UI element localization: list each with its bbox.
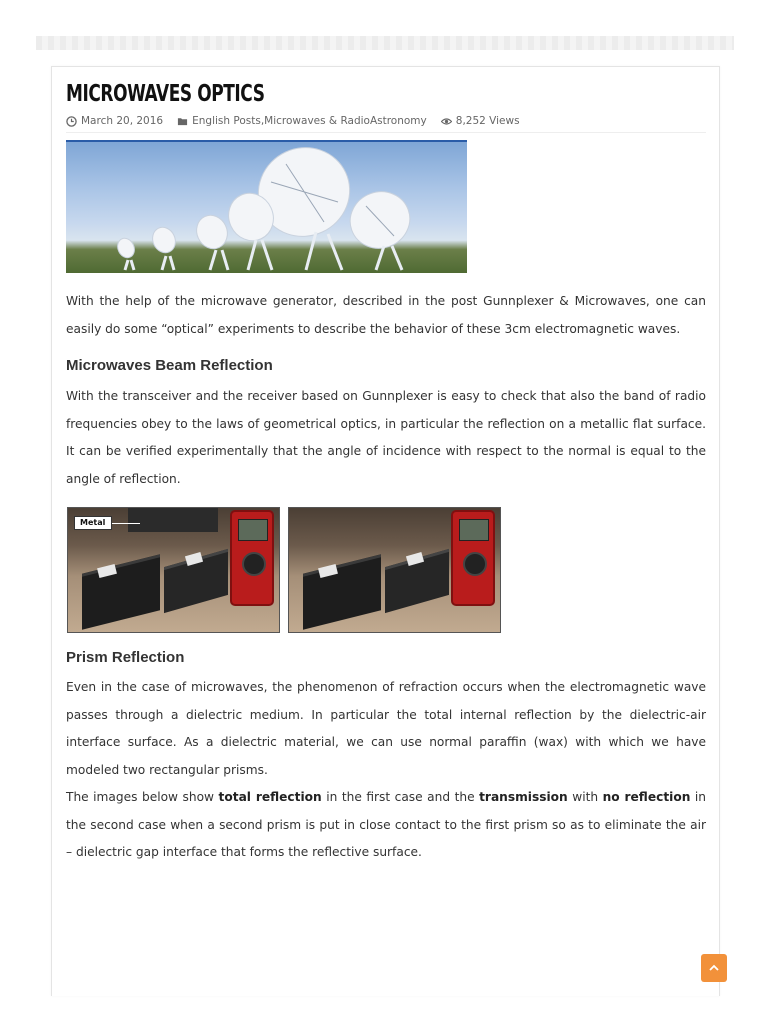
bold-no-reflection: no reflection: [602, 790, 691, 804]
post-views: [441, 115, 520, 127]
post-meta: [66, 115, 706, 133]
chevron-up-icon: [708, 963, 720, 973]
views-text: 8,252 Views: [455, 115, 520, 127]
section-heading-prism-reflection: Prism Reflection: [66, 649, 185, 666]
date-text: March 20, 2016: [81, 115, 164, 127]
scroll-to-top-button[interactable]: [701, 954, 727, 982]
bold-transmission: transmission: [479, 790, 568, 804]
folder-icon: [177, 116, 188, 127]
category-separator: ,: [260, 115, 265, 127]
gunnplexer-box-transmitter: [82, 554, 160, 629]
post-categories: [177, 115, 427, 127]
text-span: The images below show: [66, 790, 219, 804]
category-link-english-posts[interactable]: English Posts: [192, 115, 261, 127]
post-date: [66, 115, 163, 127]
text-span: in the first case and the: [321, 790, 480, 804]
top-banner-strip: [36, 36, 734, 50]
metal-plate: [128, 508, 218, 532]
radio-telescope-array-illustration: [66, 142, 467, 273]
hero-image-radio-telescopes: [66, 140, 467, 273]
multimeter: [230, 510, 274, 606]
prism-reflection-paragraph: Even in the case of microwaves, the phenomenon of refraction occurs when the electromagnetic wave passes through a dielectric medium. In particular the total internal reflection by the dielectric-air interface surface. As a dielectric material, we can use normal paraffin (wax) with which we have modeled two rectangular prisms.: [66, 680, 706, 777]
section-heading-beam-reflection: Microwaves Beam Reflection: [66, 357, 273, 374]
category-link-microwaves[interactable]: Microwaves & RadioAstronomy: [264, 115, 427, 127]
page-title: MICROWAVES OPTICS: [66, 81, 265, 107]
prism-images-paragraph: [66, 784, 706, 867]
text-span: in the second case when a second prism is put in close contact to the first prism so as to eliminate the air – dielectric gap interface that forms the reflective surface.: [66, 790, 706, 859]
text-span: with: [567, 790, 603, 804]
eye-icon: [441, 116, 452, 127]
multimeter: [451, 510, 495, 606]
clock-icon: [66, 116, 77, 127]
intro-paragraph: With the help of the microwave generator, described in the post Gunnplexer & Microwaves, one can easily do some “optical” experiments to describe the behavior of these 3cm electromagnetic waves.: [66, 294, 706, 336]
label-pointer-line: [112, 523, 140, 524]
photo-no-metal: [288, 507, 501, 633]
beam-reflection-paragraph: With the transceiver and the receiver based on Gunnplexer is easy to check that also the band of radio frequencies obey to the laws of geometrical optics, in particular the reflection on a metallic flat surface. It can be verified experimentally that the angle of incidence with respect to the normal is equal to the angle of reflection.: [66, 389, 706, 486]
metal-label: Metal: [74, 516, 112, 530]
bold-total-reflection: total reflection: [218, 790, 322, 804]
photo-metal-reflection: [67, 507, 280, 633]
gunnplexer-box-transmitter: [303, 554, 381, 629]
post-card: [51, 66, 720, 996]
